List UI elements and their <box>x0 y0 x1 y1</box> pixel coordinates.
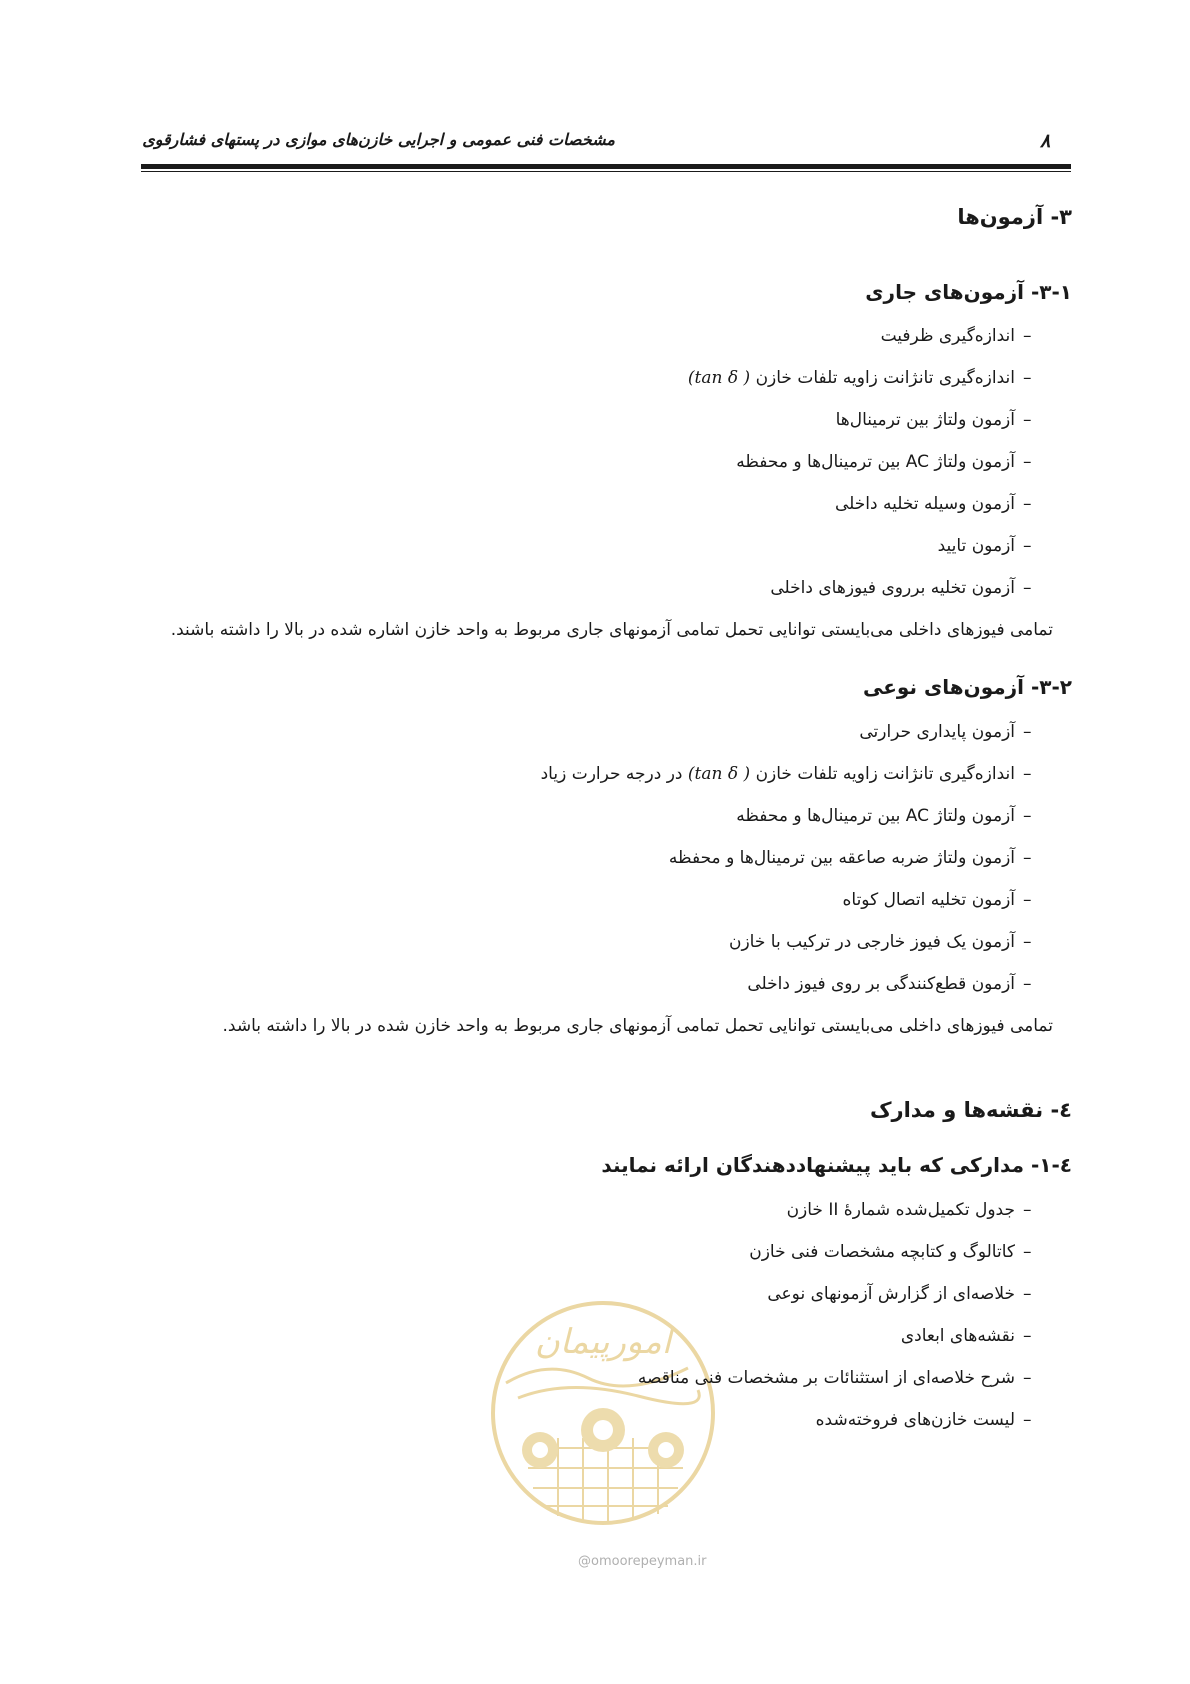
list-item <box>541 764 1015 784</box>
list-dash: – <box>1023 1284 1032 1304</box>
list-item: اندازه‌گیری ظرفیت <box>880 326 1015 346</box>
section-3-2-heading: ۳-۲- آزمون‌های نوعی <box>863 675 1072 699</box>
type-tests-note: تمامی فیوزهای داخلی می‌بایستی توانایی تحمل تمامی آزمونهای جاری مربوط به واحد خازن شده در بالا را داشته باشد. <box>222 1016 1053 1036</box>
list-item-text: اندازه‌گیری تانژانت زاویه تلفات خازن <box>755 368 1015 388</box>
watermark-logo <box>488 1298 718 1568</box>
list-item: آزمون ولتاژ بین ترمینال‌ها <box>835 410 1015 430</box>
list-item: شرح خلاصه‌ای از استثنائات بر مشخصات فنی مناقصه <box>637 1368 1015 1388</box>
list-dash: – <box>1023 1200 1032 1220</box>
page-number: ۸ <box>1040 130 1051 152</box>
list-item: نقشه‌های ابعادی <box>900 1326 1015 1346</box>
watermark-url: @omoorepeyman.ir <box>578 1554 707 1569</box>
tan-delta-label: (tan δ ) <box>687 764 751 784</box>
list-item: لیست خازن‌های فروخته‌شده <box>815 1410 1015 1430</box>
list-dash: – <box>1023 722 1032 742</box>
running-header-title: مشخصات فنی عمومی و اجرایی خازن‌های موازی در پستهای فشارقوی <box>142 130 615 149</box>
list-dash: – <box>1023 410 1032 430</box>
list-item-suffix: در درجه حرارت زیاد <box>540 764 683 784</box>
list-dash: – <box>1023 932 1032 952</box>
list-dash: – <box>1023 368 1032 388</box>
list-item: آزمون وسیله تخلیه داخلی <box>834 494 1015 514</box>
list-dash: – <box>1023 974 1032 994</box>
list-dash: – <box>1023 452 1032 472</box>
list-item: آزمون یک فیوز خارجی در ترکیب با خازن <box>728 932 1015 952</box>
list-dash: – <box>1023 806 1032 826</box>
header-rule-thin <box>141 171 1071 172</box>
list-dash: – <box>1023 764 1032 784</box>
routine-tests-note: تمامی فیوزهای داخلی می‌بایستی توانایی تحمل تمامی آزمونهای جاری مربوط به واحد خازن اشاره شده در بالا را داشته باشند. <box>170 620 1053 640</box>
list-dash: – <box>1023 1368 1032 1388</box>
list-item: آزمون ولتاژ AC بین ترمینال‌ها و محفظه <box>736 806 1015 826</box>
list-dash: – <box>1023 890 1032 910</box>
list-item: آزمون ولتاژ AC بین ترمینال‌ها و محفظه <box>736 452 1015 472</box>
list-item: آزمون پایداری حرارتی <box>859 722 1015 742</box>
section-4-1-heading: ٤-۱- مدارکی که باید پیشنهاددهندگان ارائه نمایند <box>601 1153 1072 1177</box>
list-item-text: اندازه‌گیری تانژانت زاویه تلفات خازن <box>755 764 1015 784</box>
list-item: آزمون تایید <box>937 536 1015 556</box>
list-item: آزمون ولتاژ ضربه صاعقه بین ترمینال‌ها و محفظه <box>668 848 1015 868</box>
section-3-1-heading: ۳-۱- آزمون‌های جاری <box>865 280 1072 304</box>
list-dash: – <box>1023 326 1032 346</box>
list-dash: – <box>1023 1410 1032 1430</box>
list-item: جدول تکمیل‌شده شمارۀ II خازن <box>786 1200 1015 1220</box>
list-item <box>688 368 1015 388</box>
list-dash: – <box>1023 494 1032 514</box>
section-4-heading: ٤- نقشه‌ها و مدارک <box>869 1098 1072 1122</box>
section-3-heading: ۳- آزمون‌ها <box>957 205 1072 229</box>
list-dash: – <box>1023 1242 1032 1262</box>
watermark-logo-text: امورپیمان <box>534 1322 672 1362</box>
list-dash: – <box>1023 578 1032 598</box>
header-rule-thick <box>141 164 1071 169</box>
list-item: آزمون قطع‌کنندگی بر روی فیوز داخلی <box>747 974 1015 994</box>
list-item: کاتالوگ و کتابچه مشخصات فنی خازن <box>749 1242 1015 1262</box>
list-item: آزمون تخلیه برروی فیوزهای داخلی <box>770 578 1015 598</box>
list-dash: – <box>1023 536 1032 556</box>
list-item: آزمون تخلیه اتصال کوتاه <box>842 890 1015 910</box>
list-dash: – <box>1023 1326 1032 1346</box>
list-item: خلاصه‌ای از گزارش آزمونهای نوعی <box>767 1284 1015 1304</box>
tan-delta-label: (tan δ ) <box>687 368 751 388</box>
list-dash: – <box>1023 848 1032 868</box>
